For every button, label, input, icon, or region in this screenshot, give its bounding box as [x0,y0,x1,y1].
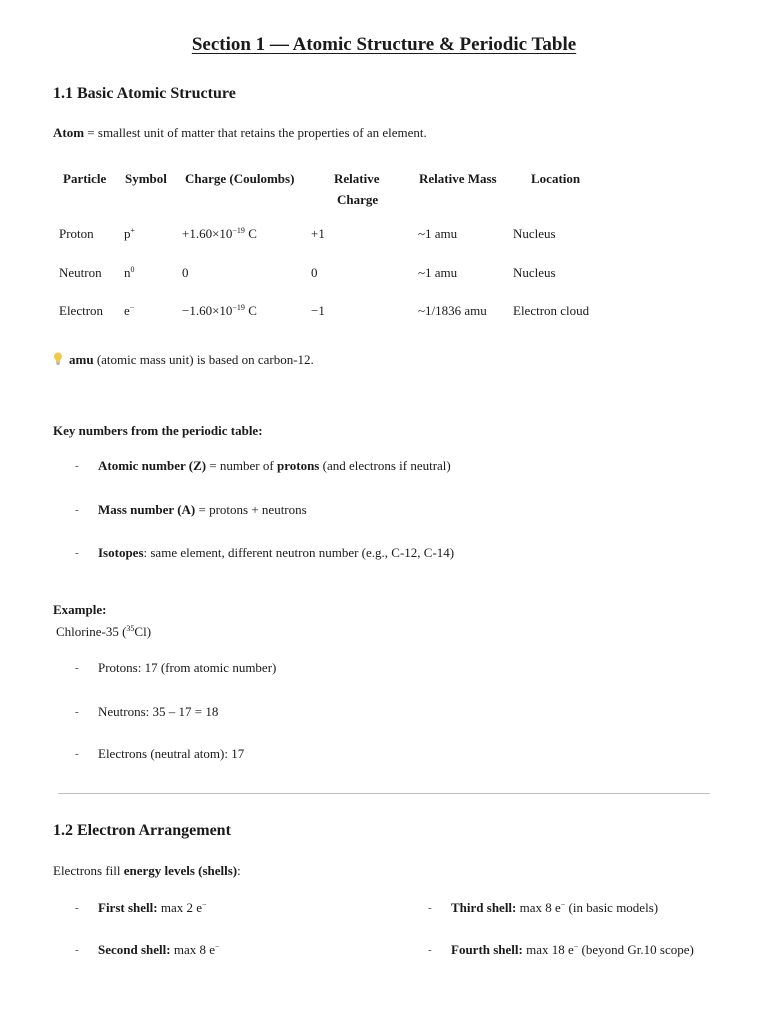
shells-intro-pre: Electrons fill [53,863,124,878]
cell-relative-charge: +1 [311,226,325,241]
shell-label: Third shell: [451,900,517,915]
list-item-text: Electrons (neutral atom): 17 [98,746,245,761]
list-item-term: Mass number (A) [98,502,196,517]
section-heading-1-2: 1.2 Electron Arrangement [53,822,231,839]
shell-item-text [451,900,658,916]
th-symbol: Symbol [125,171,167,186]
cell-particle: Proton [59,226,94,241]
list-item-tail: (and electrons if neutral) [319,458,451,473]
atom-definition-text: = smallest unit of matter that retains the properties of an element. [84,125,427,140]
shell-capacity: max 8 e [516,900,561,915]
amu-term: amu [69,352,94,367]
section-divider [58,793,710,794]
list-item-emphasis: protons [276,458,320,473]
shell-note: (beyond Gr.10 scope) [578,942,694,957]
symbol-superscript: + [130,226,136,235]
charge-unit: C [244,303,257,318]
bullet-dash: - [428,944,432,956]
shells-intro-term: energy levels (shells) [123,863,238,878]
charge-exponent: −19 [232,226,245,235]
shells-intro [53,863,241,879]
lightbulb-icon [53,352,63,364]
cell-particle: Neutron [59,265,102,280]
electron-charge-superscript: − [560,900,566,909]
list-item-body: = number of [206,458,277,473]
shell-label: Fourth shell: [451,942,523,957]
symbol-base: n [124,265,131,280]
example-subject [56,624,151,640]
cell-charge [182,303,257,319]
list-item-text [98,545,454,561]
section-heading-1-1: 1.1 Basic Atomic Structure [53,85,236,102]
bullet-dash: - [75,504,79,516]
cell-relative-mass: ~1 amu [418,226,458,241]
cell-location: Nucleus [513,226,556,241]
shell-label: Second shell: [98,942,171,957]
symbol-superscript: − [129,303,135,312]
cell-location: Electron cloud [513,303,590,318]
cell-charge [182,265,189,281]
shell-item-text [451,942,694,958]
bullet-dash: - [75,460,79,472]
mass-number-superscript: 35 [126,624,135,633]
charge-unit: C [244,226,257,241]
shell-note: (in basic models) [565,900,659,915]
symbol-superscript: 0 [130,265,135,274]
bullet-dash: - [75,748,79,760]
list-item-text: Neutrons: 35 – 17 = 18 [98,704,219,719]
cell-relative-mass: ~1/1836 amu [418,303,487,318]
list-item-body: : same element, different neutron number (e.g., C-12, C-14) [143,545,455,560]
page-title: Section 1 — Atomic Structure & Periodic Table [191,34,577,55]
shell-capacity: max 8 e [170,942,215,957]
electron-charge-superscript: − [215,942,220,951]
symbol-base: p [124,226,131,241]
example-subject-post: Cl) [134,624,152,639]
list-item-body: = protons + neutrons [195,502,307,517]
list-item-term: Atomic number (Z) [98,458,207,473]
th-relative-mass: Relative Mass [419,171,497,186]
bullet-dash: - [75,547,79,559]
shell-capacity: max 18 e [522,942,574,957]
list-item-text [98,458,451,474]
charge-exponent: −19 [232,303,245,312]
cell-symbol [124,303,134,319]
electron-charge-superscript: − [573,942,579,951]
example-heading [53,602,106,618]
cell-relative-charge: 0 [311,265,318,280]
bullet-dash: - [75,944,79,956]
shell-capacity: max 2 e [157,900,202,915]
th-charge: Charge (Coulombs) [185,171,295,186]
bullet-dash: - [428,902,432,914]
key-numbers-heading [53,423,263,439]
shell-label: First shell: [98,900,158,915]
example-subject-pre: Chlorine-35 ( [56,624,127,639]
symbol-base: e [124,303,130,318]
charge-value: 0 [182,265,189,280]
example-heading-text: Example: [53,602,107,617]
cell-particle: Electron [59,303,104,318]
atom-definition [53,125,427,141]
amu-tip [53,351,314,368]
list-item-text [98,502,307,518]
list-item-term: Isotopes [98,545,144,560]
amu-tip-text: (atomic mass unit) is based on carbon-12. [93,352,314,367]
th-particle: Particle [63,171,107,186]
cell-relative-mass: ~1 amu [418,265,458,280]
cell-symbol [124,265,135,281]
shells-intro-post: : [237,863,241,878]
cell-symbol [124,226,135,242]
cell-relative-charge: −1 [311,303,325,318]
key-numbers-heading-text: Key numbers from the periodic table: [53,423,263,438]
shell-item-text [98,942,220,958]
bullet-dash: - [75,706,79,718]
th-location: Location [531,171,581,186]
atom-term: Atom [53,125,85,140]
bullet-dash: - [75,902,79,914]
electron-charge-superscript: − [201,900,207,909]
list-item-text: Protons: 17 (from atomic number) [98,660,277,675]
cell-charge [182,226,257,242]
cell-location: Nucleus [513,265,556,280]
th-relative-charge-line1: Relative [334,171,380,186]
charge-value: −1.60×10 [182,303,233,318]
th-relative-charge-line2: Charge [337,192,379,207]
shell-item-text [98,900,207,916]
bullet-dash: - [75,662,79,674]
charge-value: +1.60×10 [182,226,233,241]
